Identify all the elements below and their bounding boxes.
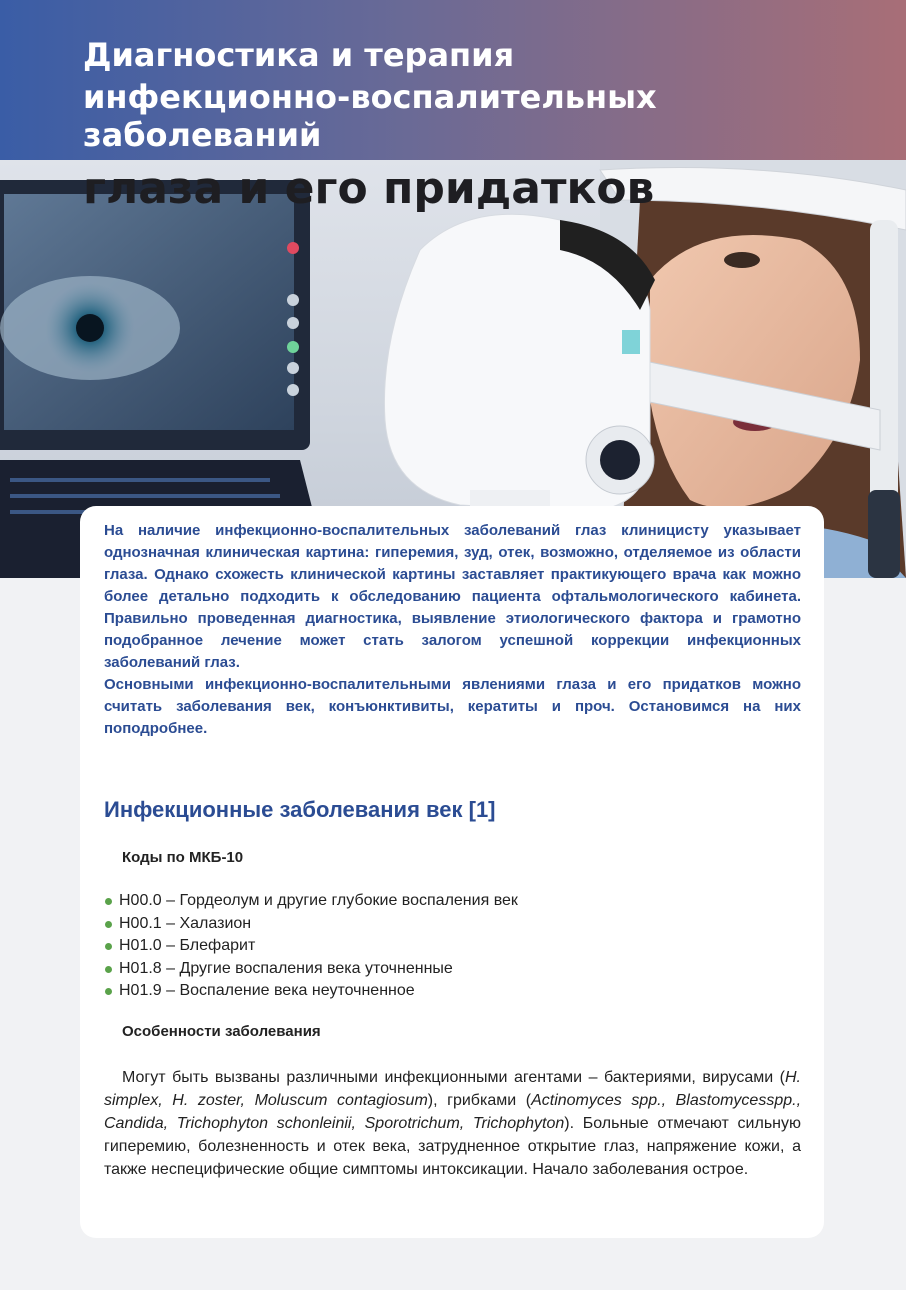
virus-names: H. simplex, H. zoster, Moluscum contagiosum: [104, 1069, 801, 1109]
body-text-part: ). Больные отмечают сильную гиперемию, болезненность и отек века, затрудненное открытие глаз, напряжение кожи, а также неспецифические общие симптомы интоксикации. Начало заболевания острое.: [104, 1115, 802, 1178]
content-card: [80, 506, 824, 1238]
fungi-names: Actinomyces spp., Blastomycesspp., Candida, Trichophyton schonleinii, Sporotrichum, Trichophyton: [104, 1092, 802, 1132]
list-item: H00.1 – Халазион: [104, 913, 518, 936]
intro-paragraph-1: На наличие инфекционно-воспалительных заболеваний глаз клиницисту указывает однозначная клиническая картина: гиперемия, зуд, отек, возможно, отделяемое из области глаза. Однако схожесть клинической картины заставляет практикующего врача как можно более детально подходить к обследованию пациента офтальмологического кабинета. Правильно проведенная диагностика, выявление этиологического фактора и грамотно подобранное лечение может стать залогом успешной коррекции инфекционных заболеваний глаз.: [104, 522, 801, 671]
features-heading: Особенности заболевания: [122, 1023, 321, 1040]
codes-heading: Коды по МКБ-10: [122, 849, 244, 866]
page-title-line-3: заболеваний: [83, 116, 322, 154]
list-item: H01.8 – Другие воспаления века уточненные: [104, 958, 518, 981]
list-item: H01.9 – Воспаление века неуточненное: [104, 980, 518, 1003]
page-title-line-2: инфекционно-воспалительных: [83, 78, 657, 116]
icd-code-list: [104, 890, 518, 1003]
list-item: H00.0 – Гордеолум и другие глубокие воспаления век: [104, 890, 518, 913]
page-subtitle: глаза и его придатков: [83, 163, 655, 214]
features-body: [104, 1066, 801, 1181]
body-text-part: ), грибками (: [427, 1092, 532, 1109]
header-band: [0, 0, 906, 160]
intro-paragraph-2: Основными инфекционно-воспалительными явлениями глаза и его придатков можно считать заболевания век, конъюнктивиты, кератиты и проч. Остановимся на них поподробнее.: [104, 676, 801, 737]
body-text-part: Могут быть вызваны различными инфекционными агентами – бактериями, вирусами (: [122, 1069, 785, 1086]
page-title-line-1: Диагностика и терапия: [83, 36, 515, 74]
intro-text: [104, 520, 801, 740]
section-title: Инфекционные заболевания век [1]: [104, 797, 496, 822]
list-item: H01.0 – Блефарит: [104, 935, 518, 958]
